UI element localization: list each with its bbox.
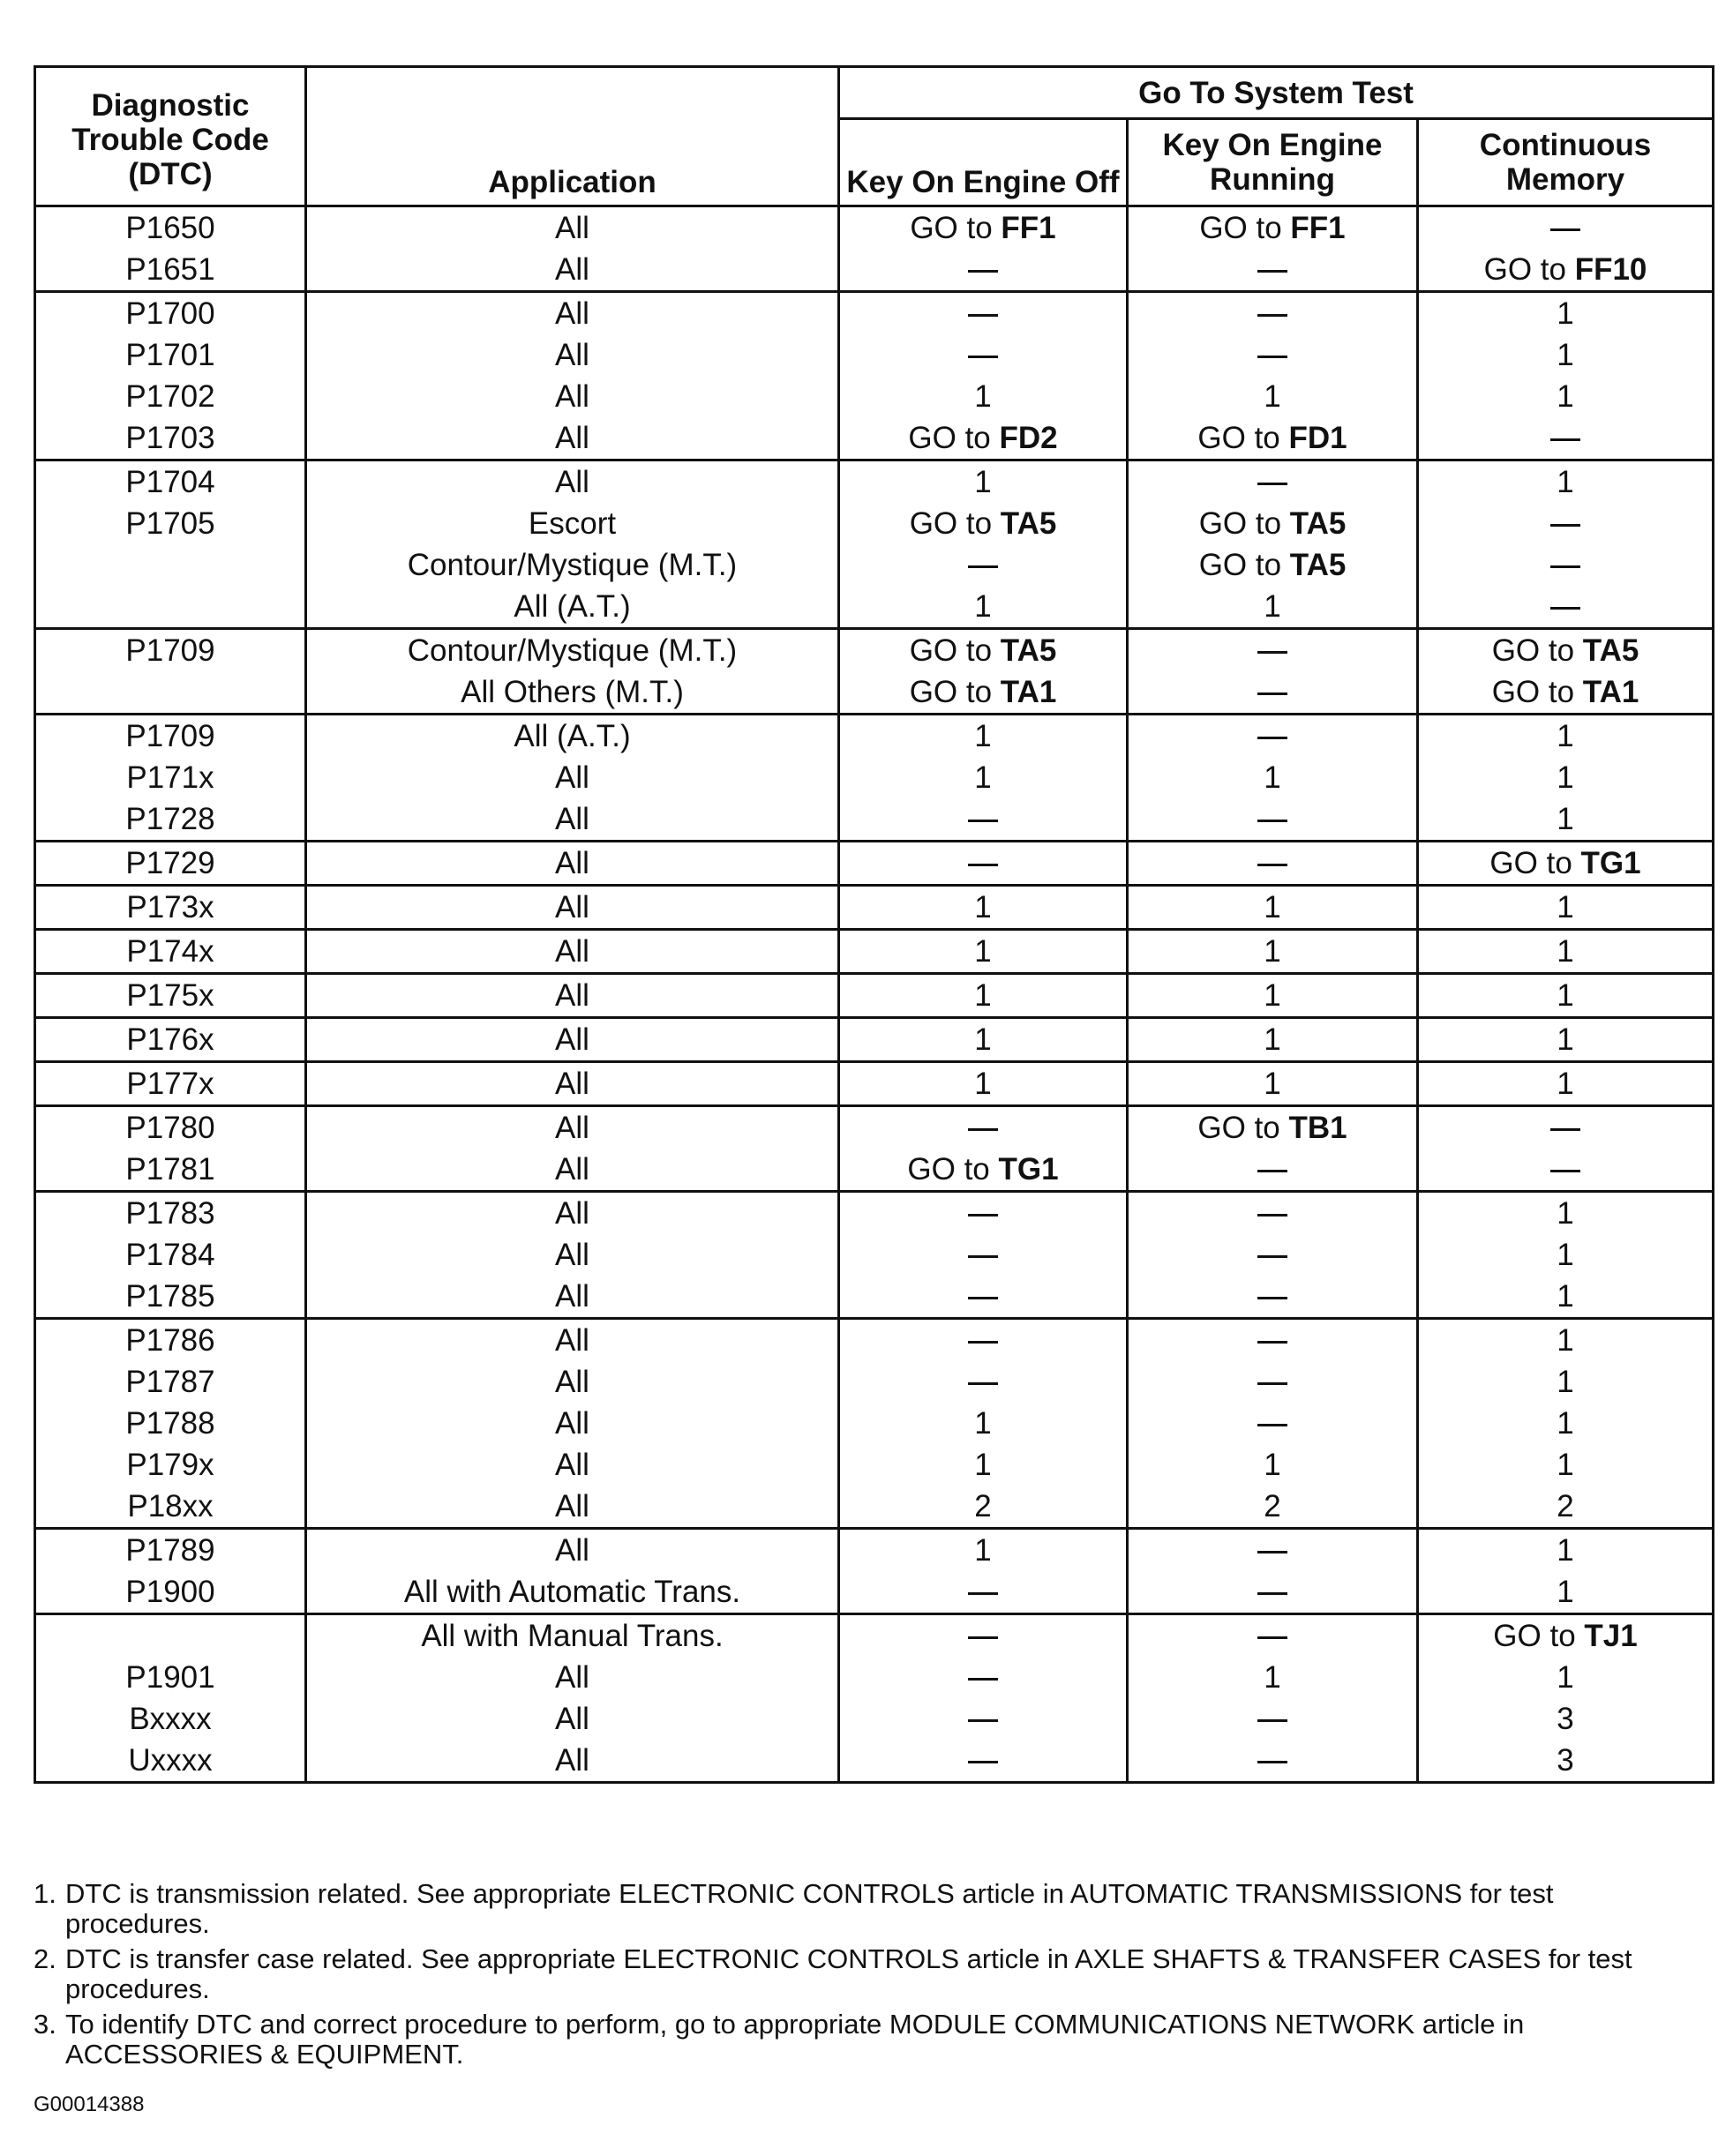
cell-dtc <box>35 1614 306 1658</box>
dash-mark <box>968 1128 998 1131</box>
cell-koer <box>1128 1361 1418 1403</box>
dash-mark <box>968 1382 998 1385</box>
cell-dtc: P1783 <box>35 1192 306 1235</box>
dash-mark <box>1550 438 1580 441</box>
cell-application: All <box>306 1529 839 1572</box>
table-row <box>35 1276 1714 1319</box>
cell-koer <box>1128 1614 1418 1658</box>
cell-koer <box>1128 460 1418 504</box>
cell-koeo: 1 <box>839 376 1128 417</box>
cell-application: All <box>306 1192 839 1235</box>
cell-dtc: P1789 <box>35 1529 306 1572</box>
cell-koer: 2 <box>1128 1486 1418 1529</box>
footnotes <box>34 1879 1701 2075</box>
cell-continuous-memory: 1 <box>1418 1529 1714 1572</box>
cell-application: All <box>306 1234 839 1276</box>
cell-dtc: P173x <box>35 886 306 930</box>
cell-dtc: P177x <box>35 1062 306 1106</box>
footnote-number: 2. <box>34 1943 56 1974</box>
table-row <box>35 671 1714 715</box>
table-row <box>35 1192 1714 1235</box>
cell-dtc: P1780 <box>35 1106 306 1149</box>
cell-application: All (A.T.) <box>306 715 839 758</box>
cell-continuous-memory: GO to TJ1 <box>1418 1614 1714 1658</box>
dash-mark <box>968 1592 998 1595</box>
cell-application: Contour/Mystique (M.T.) <box>306 629 839 672</box>
cell-application: All <box>306 334 839 376</box>
cell-application: All <box>306 757 839 798</box>
cell-koeo: 1 <box>839 1444 1128 1486</box>
table-row <box>35 1614 1714 1658</box>
cell-dtc: P1702 <box>35 376 306 417</box>
dash-mark <box>968 1255 998 1258</box>
cell-koer <box>1128 1234 1418 1276</box>
dash-mark <box>1550 607 1580 610</box>
footnote-number: 3. <box>34 2009 56 2040</box>
dash-mark <box>1257 651 1287 654</box>
cell-continuous-memory: 3 <box>1418 1740 1714 1783</box>
dash-mark <box>968 1761 998 1763</box>
cell-koer <box>1128 292 1418 335</box>
cell-continuous-memory: GO to TA5 <box>1418 629 1714 672</box>
footnote-text: DTC is transfer case related. See appropriate ELECTRONIC CONTROLS article in AXLE SHAFTS & TRANSFER CASES for test procedures. <box>65 1943 1632 2004</box>
cell-koeo: 1 <box>839 1529 1128 1572</box>
dash-mark <box>968 820 998 822</box>
cell-koeo <box>839 1740 1128 1783</box>
cell-koer: 1 <box>1128 1018 1418 1062</box>
table-row <box>35 757 1714 798</box>
cell-application: All <box>306 292 839 335</box>
cell-application: All <box>306 1486 839 1529</box>
cell-continuous-memory <box>1418 1106 1714 1149</box>
cell-koer <box>1128 671 1418 715</box>
table-body <box>35 206 1714 1783</box>
cell-koeo <box>839 1276 1128 1319</box>
cell-continuous-memory: GO to FF10 <box>1418 249 1714 292</box>
table-row <box>35 930 1714 974</box>
header-continuous-memory: Continuous Memory <box>1418 119 1714 206</box>
cell-application: All <box>306 798 839 842</box>
cell-dtc: P1786 <box>35 1319 306 1362</box>
cell-dtc: P175x <box>35 974 306 1018</box>
cell-koer <box>1128 1319 1418 1362</box>
table-row <box>35 629 1714 672</box>
cell-dtc <box>35 586 306 629</box>
dash-mark <box>1257 1382 1287 1385</box>
table-row <box>35 1740 1714 1783</box>
cell-koeo <box>839 842 1128 886</box>
cell-application: Contour/Mystique (M.T.) <box>306 544 839 586</box>
table-row <box>35 1018 1714 1062</box>
cell-koeo <box>839 1361 1128 1403</box>
table-row <box>35 798 1714 842</box>
cell-continuous-memory: 1 <box>1418 1361 1714 1403</box>
cell-dtc: P1788 <box>35 1403 306 1444</box>
cell-koeo <box>839 798 1128 842</box>
cell-application: All <box>306 1062 839 1106</box>
cell-continuous-memory <box>1418 544 1714 586</box>
table-row <box>35 334 1714 376</box>
cell-koer <box>1128 1529 1418 1572</box>
cell-koer <box>1128 1276 1418 1319</box>
cell-koer <box>1128 249 1418 292</box>
cell-continuous-memory: GO to TG1 <box>1418 842 1714 886</box>
footnote-text: DTC is transmission related. See appropriate ELECTRONIC CONTROLS article in AUTOMATIC TRANSMISSIONS for test procedures. <box>65 1878 1554 1939</box>
cell-koeo: 1 <box>839 1062 1128 1106</box>
cell-continuous-memory: 1 <box>1418 974 1714 1018</box>
dash-mark <box>1257 737 1287 739</box>
cell-continuous-memory: 1 <box>1418 460 1714 504</box>
cell-application: All with Automatic Trans. <box>306 1571 839 1614</box>
cell-dtc: P179x <box>35 1444 306 1486</box>
cell-dtc: P1650 <box>35 206 306 250</box>
cell-koeo: GO to TA1 <box>839 671 1128 715</box>
cell-application: All <box>306 1149 839 1192</box>
cell-koer: 1 <box>1128 974 1418 1018</box>
dash-mark <box>1257 1341 1287 1344</box>
footnote <box>34 1879 1701 1939</box>
table-row <box>35 376 1714 417</box>
cell-koeo: GO to TA5 <box>839 503 1128 544</box>
cell-koeo <box>839 292 1128 335</box>
cell-continuous-memory: 1 <box>1418 1403 1714 1444</box>
cell-application: All <box>306 417 839 460</box>
header-koer: Key On Engine Running <box>1128 119 1418 206</box>
table-row <box>35 1149 1714 1192</box>
cell-application: All <box>306 249 839 292</box>
cell-application: All <box>306 1657 839 1698</box>
cell-koeo <box>839 249 1128 292</box>
cell-koeo: 1 <box>839 930 1128 974</box>
cell-continuous-memory: 1 <box>1418 757 1714 798</box>
dash-mark <box>968 1719 998 1722</box>
table-row <box>35 842 1714 886</box>
table-row <box>35 886 1714 930</box>
cell-dtc: P1704 <box>35 460 306 504</box>
cell-dtc: P174x <box>35 930 306 974</box>
dash-mark <box>1257 1592 1287 1595</box>
dash-mark <box>1550 1170 1580 1172</box>
dash-mark <box>1257 1424 1287 1426</box>
cell-koeo: 1 <box>839 460 1128 504</box>
cell-koeo: 1 <box>839 886 1128 930</box>
cell-dtc: P1703 <box>35 417 306 460</box>
cell-koeo <box>839 1234 1128 1276</box>
cell-koeo: GO to TG1 <box>839 1149 1128 1192</box>
table-row <box>35 1486 1714 1529</box>
cell-koer <box>1128 1698 1418 1740</box>
dash-mark <box>968 356 998 358</box>
cell-dtc: Uxxxx <box>35 1740 306 1783</box>
header-koeo: Key On Engine Off <box>839 119 1128 206</box>
cell-continuous-memory: 1 <box>1418 798 1714 842</box>
dash-mark <box>1257 1551 1287 1553</box>
cell-continuous-memory: GO to TA1 <box>1418 671 1714 715</box>
cell-koer: GO to TB1 <box>1128 1106 1418 1149</box>
cell-koer: GO to TA5 <box>1128 503 1418 544</box>
cell-koeo: GO to TA5 <box>839 629 1128 672</box>
cell-application: All (A.T.) <box>306 586 839 629</box>
cell-koer <box>1128 1571 1418 1614</box>
table-header <box>35 67 1714 206</box>
cell-koer <box>1128 1192 1418 1235</box>
dash-mark <box>1257 1636 1287 1639</box>
cell-koeo: 1 <box>839 586 1128 629</box>
footnote-text: To identify DTC and correct procedure to perform, go to appropriate MODULE COMMUNICATIONS NETWORK article in ACCESSORIES & EQUIPMENT. <box>65 2009 1525 2070</box>
cell-koeo: 1 <box>839 715 1128 758</box>
cell-koeo <box>839 1319 1128 1362</box>
cell-koeo: 1 <box>839 1018 1128 1062</box>
dash-mark <box>968 314 998 317</box>
cell-application: All <box>306 1740 839 1783</box>
cell-application: All with Manual Trans. <box>306 1614 839 1658</box>
dash-mark <box>1257 820 1287 822</box>
cell-application: All <box>306 1018 839 1062</box>
cell-koer: 1 <box>1128 1062 1418 1106</box>
cell-continuous-memory: 1 <box>1418 292 1714 335</box>
cell-dtc: P1901 <box>35 1657 306 1698</box>
cell-continuous-memory: 1 <box>1418 1276 1714 1319</box>
dash-mark <box>968 1297 998 1299</box>
cell-application: All <box>306 1106 839 1149</box>
cell-koeo <box>839 544 1128 586</box>
cell-continuous-memory: 1 <box>1418 1192 1714 1235</box>
cell-koeo <box>839 1614 1128 1658</box>
dash-mark <box>1257 1297 1287 1299</box>
table-row <box>35 1444 1714 1486</box>
cell-continuous-memory: 2 <box>1418 1486 1714 1529</box>
cell-continuous-memory <box>1418 206 1714 250</box>
cell-continuous-memory: 1 <box>1418 715 1714 758</box>
table-row <box>35 715 1714 758</box>
cell-dtc: P176x <box>35 1018 306 1062</box>
cell-koer: 1 <box>1128 886 1418 930</box>
cell-application: All <box>306 376 839 417</box>
cell-koeo <box>839 1698 1128 1740</box>
cell-dtc: P1900 <box>35 1571 306 1614</box>
table-row <box>35 1529 1714 1572</box>
cell-continuous-memory: 1 <box>1418 1234 1714 1276</box>
cell-continuous-memory: 1 <box>1418 1444 1714 1486</box>
table-row <box>35 1234 1714 1276</box>
table-row <box>35 249 1714 292</box>
cell-koer <box>1128 334 1418 376</box>
cell-dtc: P18xx <box>35 1486 306 1529</box>
cell-application: Escort <box>306 503 839 544</box>
cell-application: All <box>306 1403 839 1444</box>
table-row <box>35 1403 1714 1444</box>
cell-koer: 1 <box>1128 757 1418 798</box>
cell-koeo: 2 <box>839 1486 1128 1529</box>
cell-dtc: P1787 <box>35 1361 306 1403</box>
table-row <box>35 1657 1714 1698</box>
dash-mark <box>968 864 998 866</box>
dash-mark <box>1550 228 1580 231</box>
dash-mark <box>968 1678 998 1681</box>
cell-koeo <box>839 1106 1128 1149</box>
cell-koer: 1 <box>1128 1444 1418 1486</box>
cell-koeo <box>839 1657 1128 1698</box>
cell-koeo: 1 <box>839 1403 1128 1444</box>
cell-koer: 1 <box>1128 586 1418 629</box>
table-row <box>35 544 1714 586</box>
dash-mark <box>1257 864 1287 866</box>
table-row <box>35 586 1714 629</box>
cell-application: All <box>306 974 839 1018</box>
dash-mark <box>968 565 998 568</box>
dtc-table <box>34 65 1714 1784</box>
dash-mark <box>1257 1170 1287 1172</box>
dash-mark <box>1550 1128 1580 1131</box>
footnote <box>34 1944 1701 2004</box>
cell-dtc: P1729 <box>35 842 306 886</box>
cell-koeo: GO to FD2 <box>839 417 1128 460</box>
cell-continuous-memory <box>1418 417 1714 460</box>
cell-continuous-memory: 1 <box>1418 886 1714 930</box>
table-row <box>35 206 1714 250</box>
dash-mark <box>1257 356 1287 358</box>
cell-continuous-memory: 1 <box>1418 334 1714 376</box>
table-row <box>35 503 1714 544</box>
cell-dtc <box>35 671 306 715</box>
cell-dtc: P171x <box>35 757 306 798</box>
cell-koer <box>1128 842 1418 886</box>
header-dtc: Diagnostic Trouble Code (DTC) <box>35 67 306 206</box>
table-row <box>35 1571 1714 1614</box>
cell-koer: 1 <box>1128 376 1418 417</box>
cell-koer: GO to FF1 <box>1128 206 1418 250</box>
cell-continuous-memory <box>1418 1149 1714 1192</box>
cell-continuous-memory <box>1418 586 1714 629</box>
cell-application: All <box>306 1698 839 1740</box>
cell-dtc: P1651 <box>35 249 306 292</box>
dash-mark <box>968 270 998 273</box>
table-row <box>35 417 1714 460</box>
cell-dtc: P1709 <box>35 715 306 758</box>
cell-application: All <box>306 460 839 504</box>
cell-continuous-memory: 1 <box>1418 1657 1714 1698</box>
cell-application: All <box>306 1361 839 1403</box>
table-row <box>35 1062 1714 1106</box>
table-row <box>35 1361 1714 1403</box>
dash-mark <box>968 1341 998 1344</box>
cell-koeo: GO to FF1 <box>839 206 1128 250</box>
cell-application: All <box>306 1444 839 1486</box>
table-row <box>35 460 1714 504</box>
footnote-number: 1. <box>34 1878 56 1909</box>
figure-id: G00014388 <box>34 2092 145 2116</box>
cell-koer <box>1128 629 1418 672</box>
cell-koeo: 1 <box>839 757 1128 798</box>
cell-dtc: P1701 <box>35 334 306 376</box>
cell-continuous-memory <box>1418 503 1714 544</box>
cell-koer <box>1128 715 1418 758</box>
header-application: Application <box>306 67 839 206</box>
cell-continuous-memory: 3 <box>1418 1698 1714 1740</box>
cell-dtc: P1705 <box>35 503 306 544</box>
cell-koeo <box>839 1192 1128 1235</box>
dash-mark <box>1257 692 1287 695</box>
cell-koer: GO to FD1 <box>1128 417 1418 460</box>
dash-mark <box>968 1636 998 1639</box>
cell-continuous-memory: 1 <box>1418 1062 1714 1106</box>
cell-application: All <box>306 886 839 930</box>
cell-dtc: P1781 <box>35 1149 306 1192</box>
cell-koer <box>1128 798 1418 842</box>
cell-continuous-memory: 1 <box>1418 1319 1714 1362</box>
dash-mark <box>1257 1214 1287 1216</box>
dash-mark <box>1257 483 1287 485</box>
footnote <box>34 2010 1701 2070</box>
dash-mark <box>1257 1761 1287 1763</box>
cell-dtc: P1785 <box>35 1276 306 1319</box>
dash-mark <box>968 1214 998 1216</box>
cell-koeo <box>839 334 1128 376</box>
cell-koer <box>1128 1149 1418 1192</box>
cell-koer <box>1128 1740 1418 1783</box>
cell-continuous-memory: 1 <box>1418 930 1714 974</box>
table-row <box>35 292 1714 335</box>
dash-mark <box>1550 524 1580 527</box>
table-row <box>35 1319 1714 1362</box>
dash-mark <box>1257 1255 1287 1258</box>
cell-koer: 1 <box>1128 1657 1418 1698</box>
cell-application: All Others (M.T.) <box>306 671 839 715</box>
cell-dtc: P1709 <box>35 629 306 672</box>
cell-application: All <box>306 842 839 886</box>
cell-application: All <box>306 930 839 974</box>
dash-mark <box>1257 314 1287 317</box>
table-row <box>35 1106 1714 1149</box>
dash-mark <box>1257 1719 1287 1722</box>
cell-koer: 1 <box>1128 930 1418 974</box>
table-row <box>35 974 1714 1018</box>
cell-dtc: P1700 <box>35 292 306 335</box>
cell-application: All <box>306 1319 839 1362</box>
cell-dtc <box>35 544 306 586</box>
cell-koeo <box>839 1571 1128 1614</box>
dash-mark <box>1550 565 1580 568</box>
cell-application: All <box>306 206 839 250</box>
cell-continuous-memory: 1 <box>1418 1571 1714 1614</box>
dash-mark <box>1257 270 1287 273</box>
header-go-to-system-test: Go To System Test <box>839 67 1714 119</box>
cell-continuous-memory: 1 <box>1418 1018 1714 1062</box>
cell-dtc: P1784 <box>35 1234 306 1276</box>
cell-koeo: 1 <box>839 974 1128 1018</box>
cell-dtc: P1728 <box>35 798 306 842</box>
cell-dtc: Bxxxx <box>35 1698 306 1740</box>
cell-koer <box>1128 1403 1418 1444</box>
cell-application: All <box>306 1276 839 1319</box>
cell-continuous-memory: 1 <box>1418 376 1714 417</box>
cell-koer: GO to TA5 <box>1128 544 1418 586</box>
table-row <box>35 1698 1714 1740</box>
